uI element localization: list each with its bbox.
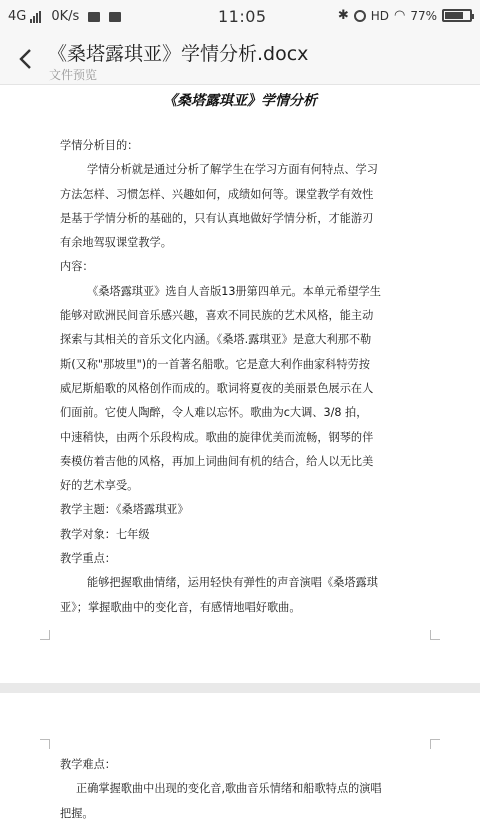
- purpose-label: 学情分析目的：: [60, 139, 139, 152]
- battery-icon: [442, 9, 472, 22]
- crop-mark: [430, 739, 440, 749]
- content-label: 内容：: [60, 260, 94, 274]
- paragraph-line: 能够把握歌曲情绪，运用轻快有弹性的声音演唱《桑塔露琪: [87, 576, 378, 590]
- paragraph-line: 是基于学情分析的基础的，只有认真地做好学情分析，才能游刃: [60, 211, 374, 225]
- document-heading: 《桑塔露琪亚》学情分析: [163, 93, 317, 109]
- signal-icon: [30, 11, 41, 23]
- back-button[interactable]: [10, 41, 40, 77]
- document-body: [60, 753, 435, 826]
- paragraph-line: 《桑塔露琪亚》选自人音版13册第四单元。本单元希望学生: [87, 284, 381, 298]
- chevron-left-icon: [18, 48, 32, 70]
- paragraph-line: 中速稍快，由两个乐段构成。歌曲的旋律优美而流畅，钢琴的伴: [60, 430, 374, 444]
- document-preview[interactable]: [0, 85, 480, 834]
- document-title: 《桑塔露琪亚》学情分析.docx: [48, 43, 309, 65]
- paragraph-line: 威尼斯船歌的风格创作而成的。歌词将夏夜的美丽景色展示在人: [60, 381, 374, 395]
- status-left: [8, 9, 121, 24]
- app-header: [0, 33, 480, 85]
- hd-label: HD: [370, 8, 389, 23]
- paragraph-line: 斯(又称"那坡里")的一首著名船歌。它是意大利作曲家科特劳按: [60, 357, 370, 371]
- paragraph-line: 正确掌握歌曲中出现的变化音,歌曲音乐情绪和船歌特点的演唱: [76, 782, 382, 796]
- paragraph-line: 学情分析就是通过分析了解学生在学习方面有何特点、学习: [87, 163, 378, 177]
- crop-mark: [40, 739, 50, 749]
- page-break: [0, 683, 480, 693]
- paragraph-line: 们面前。它使人陶醉，令人难以忘怀。歌曲为c大调、3/8 拍，: [60, 406, 368, 420]
- paragraph-line: 把握。: [60, 806, 94, 820]
- status-bar: [0, 0, 480, 33]
- video-icon: [109, 12, 121, 22]
- network-speed: 0K/s: [51, 9, 80, 24]
- clock: 11:05: [218, 7, 267, 26]
- crop-mark: [430, 630, 440, 640]
- focus-label: 教学重点：: [60, 552, 116, 566]
- paragraph-line: 方法怎样、习惯怎样、兴趣如何，成绩如何等。课堂教学有效性: [60, 187, 374, 201]
- network-type-label: 4G: [8, 9, 27, 24]
- wifi-icon: ◠: [393, 8, 406, 23]
- difficulty-label: 教学难点：: [60, 758, 116, 771]
- audience-line: 教学对象：七年级: [60, 527, 150, 541]
- document-subtitle: 文件预览: [49, 68, 98, 82]
- message-icon: [88, 12, 100, 22]
- paragraph-line: 奏模仿着吉他的风格，再加上词曲间有机的结合，给人以无比美: [60, 454, 374, 468]
- battery-percent: 77%: [410, 8, 437, 23]
- paragraph-line: 有余地驾驭课堂教学。: [60, 236, 172, 250]
- paragraph-line: 能够对欧洲民间音乐感兴趣，喜欢不同民族的艺术风格，能主动: [60, 309, 374, 323]
- paragraph-line: 好的艺术享受。: [60, 479, 139, 493]
- document-page: [0, 85, 480, 683]
- status-right: [338, 8, 472, 23]
- document-page: [0, 693, 480, 834]
- paragraph-line: 亚》；掌握歌曲中的变化音，有感情地唱好歌曲。: [60, 600, 301, 614]
- theme-line: 教学主题：《桑塔露琪亚》: [60, 503, 189, 517]
- crop-mark: [40, 630, 50, 640]
- paragraph-line: 探索与其相关的音乐文化内涵。《桑塔.露琪亚》是意大利那不勒: [60, 333, 372, 347]
- bluetooth-icon: ✱: [337, 8, 349, 23]
- document-body: [60, 134, 435, 620]
- alarm-icon: [354, 10, 366, 22]
